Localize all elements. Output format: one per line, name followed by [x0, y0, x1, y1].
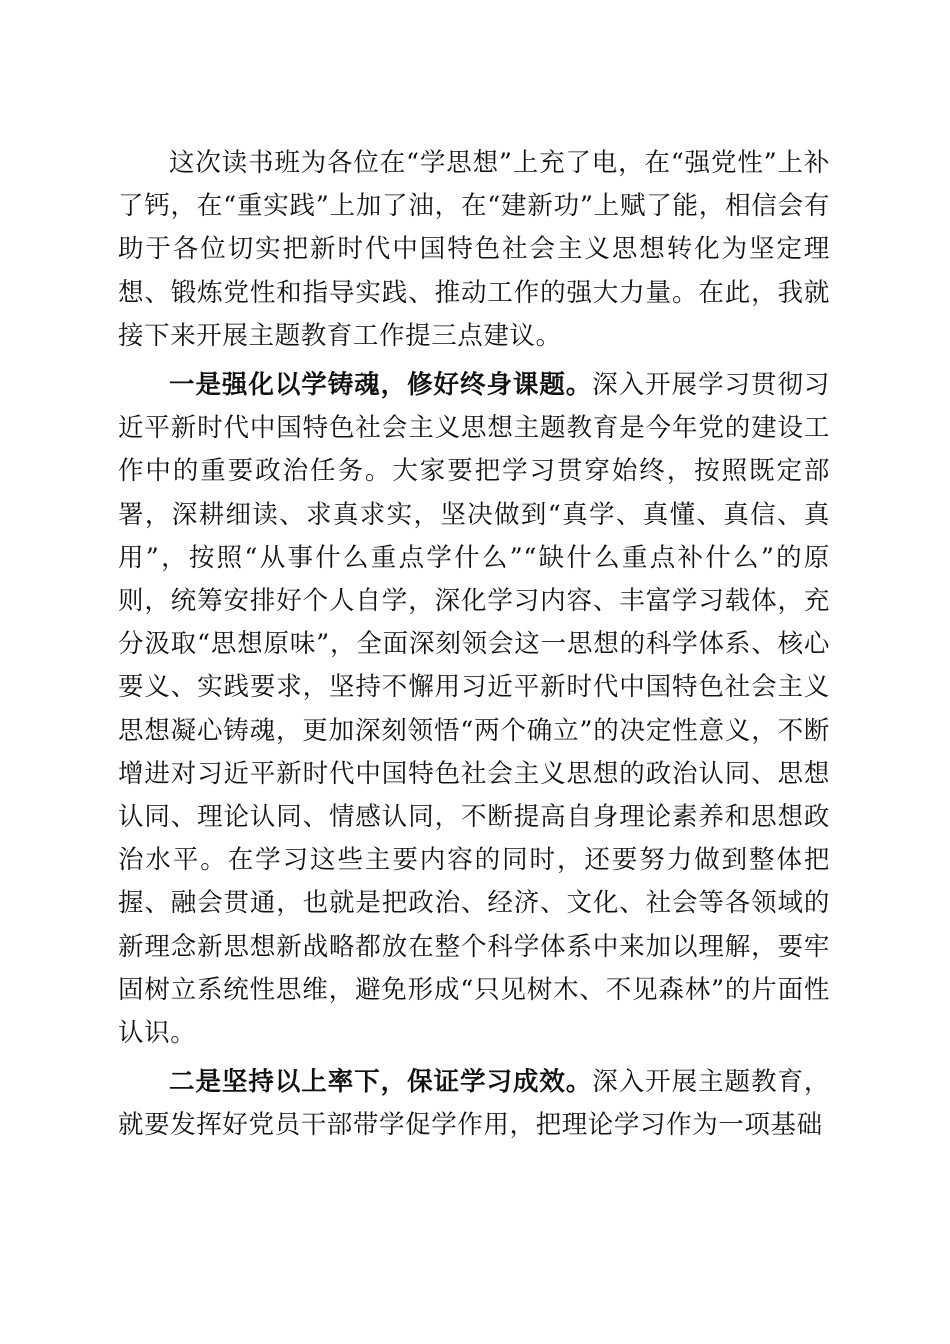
paragraph-text: 深入开展主题教育，就要发挥好党员干部带学促学作用，把理论学习作为一项基础 [118, 1067, 830, 1141]
document-body [118, 142, 830, 1154]
paragraph-point-two [118, 1061, 830, 1147]
paragraph-intro [118, 142, 830, 358]
paragraph-lead: 二是坚持以上率下，保证学习成效。 [169, 1067, 593, 1098]
paragraph-lead: 一是强化以学铸魂，修好终身课题。 [169, 370, 593, 401]
paragraph-point-one [118, 364, 830, 1055]
paragraph-text: 这次读书班为各位在“学思想”上充了电，在“强党性”上补了钙，在“重实践”上加了油，在“建新功”上赋了能，相信会有助于各位切实把新时代中国特色社会主义思想转化为坚定理想、锻炼党性和指导实践、推动工作的强大力量。在此，我就接下来开展主题教育工作提三点建议。 [118, 148, 830, 351]
paragraph-text: 深入开展学习贯彻习近平新时代中国特色社会主义思想主题教育是今年党的建设工作中的重要政治任务。大家要把学习贯穿始终，按照既定部署，深耕细读、求真求实，坚决做到“真学、真懂、真信、真用”，按照“从事什么重点学什么”“缺什么重点补什么”的原则，统筹安排好个人自学，深化学习内容、丰富学习载体，充分汲取“思想原味”，全面深刻领会这一思想的科学体系、核心要义、实践要求，坚持不懈用习近平新时代中国特色社会主义思想凝心铸魂，更加深刻领悟“两个确立”的决定性意义，不断增进对习近平新时代中国特色社会主义思想的政治认同、思想认同、理论认同、情感认同，不断提高自身理论素养和思想政治水平。在学习这些主要内容的同时，还要努力做到整体把握、融会贯通，也就是把政治、经济、文化、社会等各领域的新理念新思想新战略都放在整个科学体系中来加以理解，要牢固树立系统性思维，避免形成“只见树木、不见森林”的片面性认识。 [118, 370, 830, 1049]
